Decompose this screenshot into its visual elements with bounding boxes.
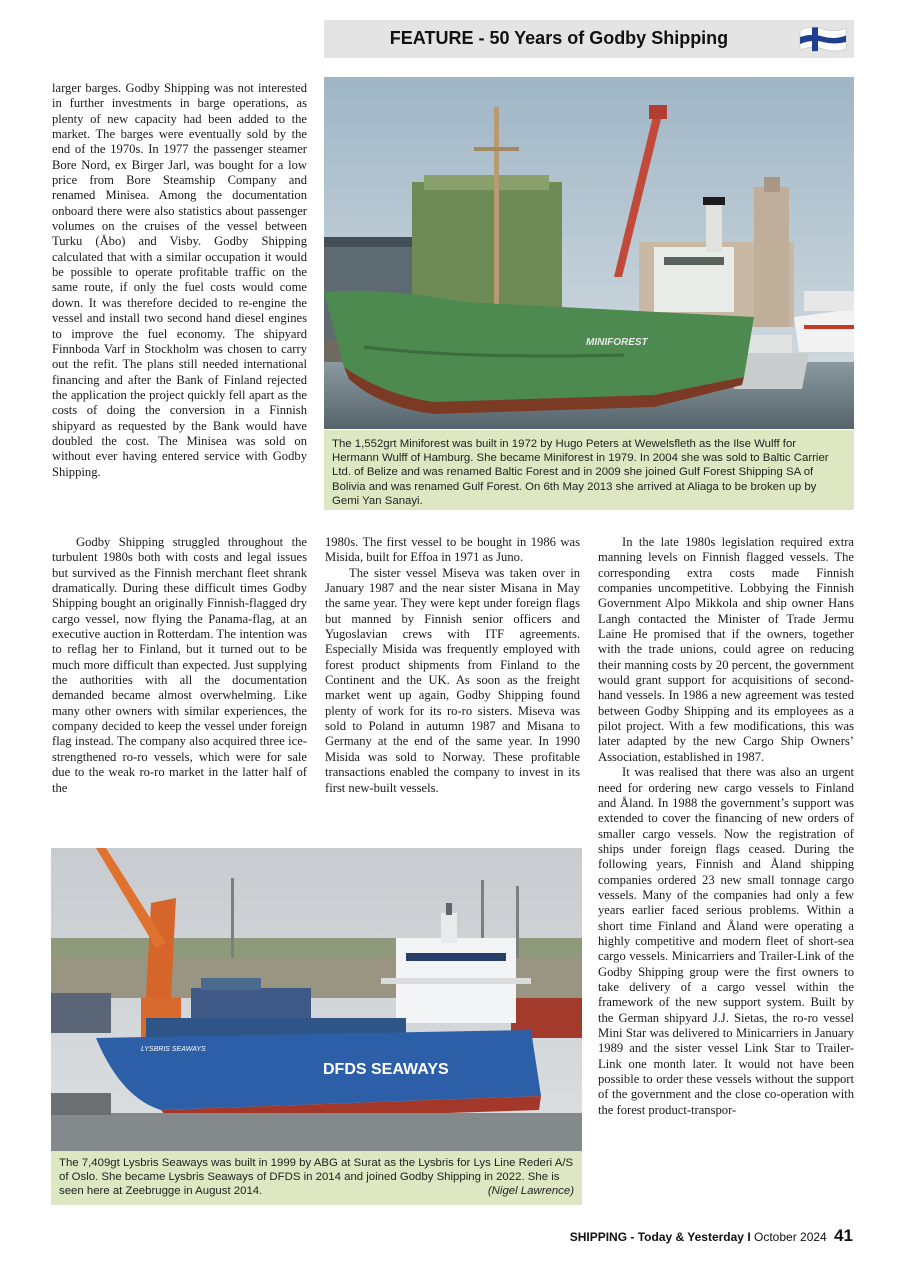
paragraph: larger barges. Godby Shipping was not interested in further investments in barge operations, as plenty of new capacity had been added to the market. The barges were eventually sold by the end of the 1970s. In 1977 the passenger steamer Bore Nord, ex Birger Jarl, was bought for a low price from Bore Steamship Company and renamed Minisea. Among the documentation onboard there were also statistics about passenger volumes on the cruises of the vessel between Turku (Åbo) and Visby. Godby Shipping calculated that with a similar occupation it would be possible to operate profitable traffic on the same route, if only the fuel costs would come down. It was therefore decided to re-engine the vessel and install two second hand diesel engines to improve the fuel economy. The shipyard Finnboda Varf in Stockholm was chosen to carry out the refit. The plans still needed international financing and after the Bank of Finland rejected the application the project quickly fell apart as the costs of doing the conversion in a Finnish shipyard as requested by the Bank would have doubled the cost. The Minisea was sold on without ever having entered service with Godby Shipping.: [52, 81, 307, 479]
bow-name-text: LYSBRIS SEAWAYS: [141, 1046, 206, 1053]
caption-text: The 1,552grt Miniforest was built in 1972 by Hugo Peters at Wewelsfleth as the Ilse Wulff for Hermann Wulff of Hamburg. She became Miniforest in 1979. In 2004 she was sold to Baltic Carrier Ltd. of Belize and was renamed Baltic Forest and in 2009 she joined Gulf Forest Shipping SA of Bolivia and was renamed Gulf Forest. On 6th May 2013 she arrived at Aliaga to be broken up by Gemi Yan Sanayi.: [332, 438, 829, 507]
page-number: 41: [834, 1226, 853, 1245]
ship-image: [51, 848, 582, 1151]
hull-name-text: MINIFOREST: [586, 337, 648, 348]
page-title: FEATURE - 50 Years of Godby Shipping: [389, 28, 729, 48]
photo-lysbris-seaways: [51, 848, 582, 1151]
paragraph: 1980s. The first vessel to be bought in 1986 was Misida, built for Effoa in 1971 as Juno.: [325, 535, 580, 565]
footer-separator: I: [747, 1230, 751, 1244]
paragraph: In the late 1980s legislation required extra manning levels on Finnish flagged vessels. The corresponding extra costs made Finnish companies uncompetitive. Lobbying the Finnish Government Alpo Mikkola and ship owner Hans Langh contacted the Minister of Trade Jermu Laine He promised that if the owners, together with the trade unions, could agree on reducing their manning costs by 20 percent, the government would grant support for acquisitions of second-hand vessels. In 1986 a new agreement was tested between Godby Shipping and its employees as a pilot project. With a few modifications, this was later adapted by the new Cargo Ship Owners’ Association, established in 1987.: [598, 535, 854, 764]
photo-credit: (Nigel Lawrence): [487, 1185, 574, 1198]
right-column-text: [598, 535, 854, 1118]
page-footer: [570, 1226, 853, 1246]
left-column-lower-text: [52, 535, 307, 796]
photo-caption-miniforest: [324, 430, 854, 510]
paragraph: Godby Shipping struggled throughout the turbulent 1980s both with costs and legal issues but survived as the Finnish merchant fleet shrank dramatically. During these difficult times Godby Shipping bought an originally Finnish-flagged dry cargo vessel, now flying the Panama-flag, at an executive auction in Rotterdam. The intention was to reflag her to Finland, but it turned out to be much more difficult than expected. Just supplying the authorities with all the documentation demanded became almost overwhelming. Like many other owners with similar experiences, the company decided to keep the vessel under foreign flag instead. The company also acquired three ice-strengthened ro-ro vessels, which were for sale due to the weak ro-ro market in the latter half of the: [52, 535, 307, 795]
section-header: [324, 20, 854, 58]
hull-brand-text: DFDS SEAWAYS: [323, 1061, 449, 1078]
ship-image: [324, 77, 854, 429]
paragraph: It was realised that there was also an urgent need for ordering new cargo vessels to Finland and Åland. In 1988 the government’s support was extended to cover the financing of new orders of smaller cargo vessels. Now the registration of ships under foreign flags ceased. During the following years, Finnish and Åland shipping companies ordered 23 new small tonnage cargo vessels. Many of the companies had only a few years earlier faced serious problems. Within a short time Finland and Åland were operating a highly competitive and modern fleet of short-sea cargo vessels. Minicarriers and Trailer-Link of the Godby Shipping group were the first owners to take delivery of a cargo vessel within the framework of the new support system. Built by the German shipyard J.J. Sietas, the ro-ro vessel Mini Star was delivered to Minicarriers in January 1989 and the sister vessel Link Star to Trailer-Link one month later. It would not have been possible to order these vessels without the support of the government and the close co-operation with the forest product-transpor-: [598, 765, 854, 1117]
magazine-name: SHIPPING - Today & Yesterday: [569, 1230, 744, 1244]
photo-miniforest: [324, 77, 854, 429]
photo-caption-lysbris: [51, 1151, 582, 1205]
finnish-flag-icon: [798, 24, 848, 54]
middle-column-text: [325, 535, 580, 796]
left-column-text: [52, 81, 307, 480]
issue-date: October 2024: [754, 1230, 827, 1244]
paragraph: The sister vessel Miseva was taken over in January 1987 and the near sister Misana in May the same year. They were kept under foreign flags but manned by Finnish senior officers and Yugoslavian crews with ITF agreements. Especially Misida was frequently employed with forest product shipments from Finland to the Continent and the UK. As soon as the freight market went up again, Godby Shipping found plenty of work for its ro-ro sisters. Miseva was sold to Poland in autumn 1987 and Misana to Germany at the end of the same year. In 1990 Misida was sold to Norway. These profitable transactions enabled the company to invest in its first new-built vessels.: [325, 565, 580, 795]
caption-text: The 7,409gt Lysbris Seaways was built in 1999 by ABG at Surat as the Lysbris for Lys Line Rederi A/S of Oslo. She became Lysbris Seaways of DFDS in 2014 and joined Godby Shipping in 2022. She is seen here at Zeebrugge in August 2014.: [59, 1157, 574, 1198]
